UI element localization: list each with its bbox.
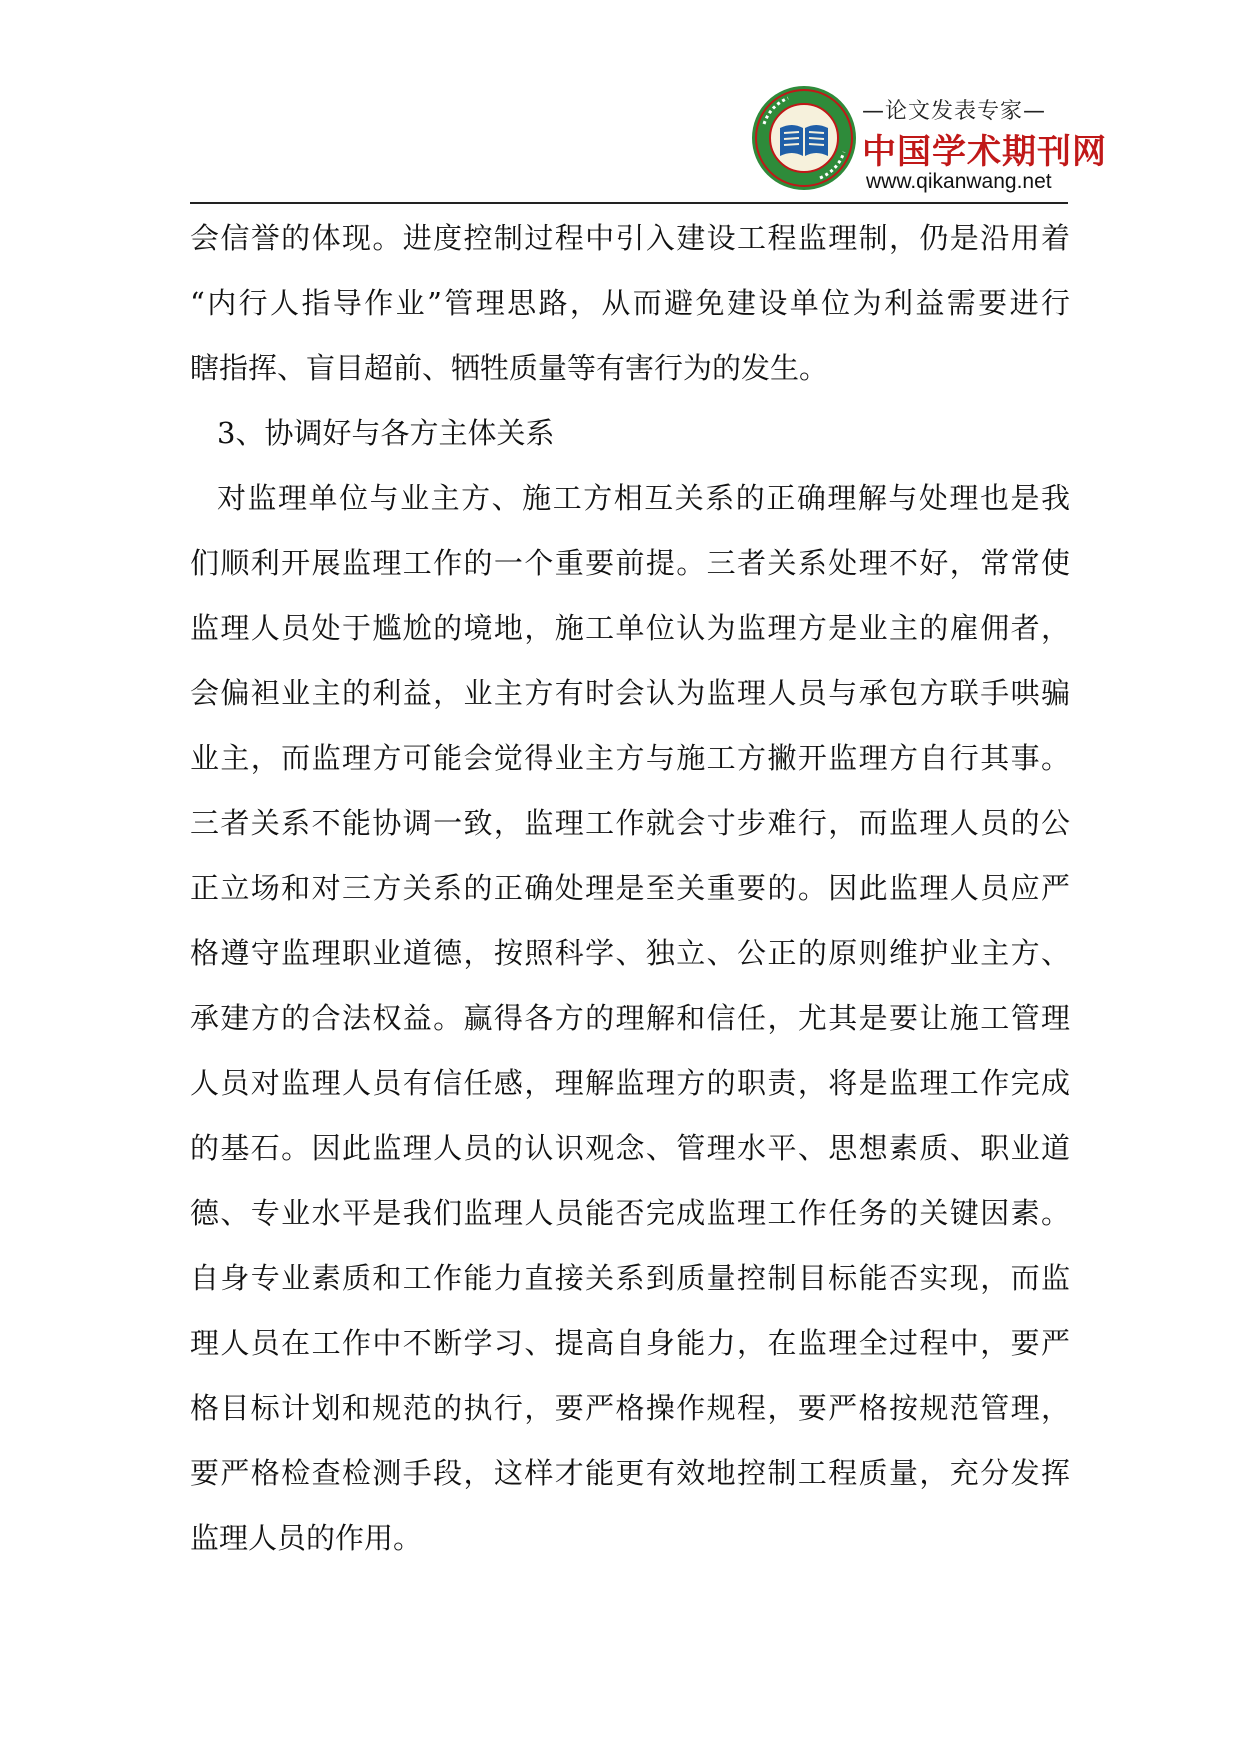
text-line: 的基石。因此监理人员的认识观念、管理水平、思想素质、职业道 (190, 1131, 1070, 1165)
text-line: 要严格检查检测手段，这样才能更有效地控制工程质量，充分发挥 (190, 1456, 1070, 1490)
text-line: 瞎指挥、盲目超前、牺牲质量等有害行为的发生。 (190, 351, 829, 385)
qikanwang-logo (750, 84, 1107, 200)
text-line: 三者关系不能协调一致，监理工作就会寸步难行，而监理人员的公 (190, 806, 1070, 840)
text-line: 对监理单位与业主方、施工方相互关系的正确理解与处理也是我 (217, 481, 1070, 515)
text-line: 理人员在工作中不断学习、提高自身能力，在监理全过程中，要严 (190, 1326, 1070, 1360)
text-line: “内行人指导作业”管理思路，从而避免建设单位为利益需要进行 (190, 286, 1070, 320)
text-line: 自身专业素质和工作能力直接关系到质量控制目标能否实现，而监 (190, 1261, 1070, 1295)
logo-url: www.qikanwang.net (866, 170, 1052, 193)
section-heading: 3、协调好与各方主体关系 (217, 416, 555, 450)
logo-tagline: —论文发表专家— (862, 99, 1047, 124)
text-line: 会偏袒业主的利益，业主方有时会认为监理人员与承包方联手哄骗 (190, 676, 1070, 710)
text-line: 格遵守监理职业道德，按照科学、独立、公正的原则维护业主方、 (190, 936, 1070, 970)
text-line: 监理人员的作用。 (190, 1521, 423, 1555)
text-line: 人员对监理人员有信任感，理解监理方的职责，将是监理工作完成 (190, 1066, 1070, 1100)
text-line: 会信誉的体现。进度控制过程中引入建设工程监理制，仍是沿用着 (190, 221, 1070, 255)
text-line: 监理人员处于尴尬的境地，施工单位认为监理方是业主的雇佣者， (190, 611, 1070, 645)
header-divider (190, 202, 1068, 204)
page-header (190, 84, 1107, 204)
text-line: 承建方的合法权益。赢得各方的理解和信任，尤其是要让施工管理 (190, 1001, 1070, 1035)
text-line: 业主，而监理方可能会觉得业主方与施工方撇开监理方自行其事。 (190, 741, 1070, 775)
text-line: 德、专业水平是我们监理人员能否完成监理工作任务的关键因素。 (190, 1196, 1070, 1230)
body-text (190, 206, 1070, 1571)
text-line: 们顺利开展监理工作的一个重要前提。三者关系处理不好，常常使 (190, 546, 1070, 580)
logo-title: 中国学术期刊网 (862, 132, 1107, 172)
text-line: 格目标计划和规范的执行，要严格操作规程，要严格按规范管理， (190, 1391, 1070, 1425)
seal-emblem-icon (750, 84, 858, 192)
text-line: 正立场和对三方关系的正确处理是至关重要的。因此监理人员应严 (190, 871, 1070, 905)
